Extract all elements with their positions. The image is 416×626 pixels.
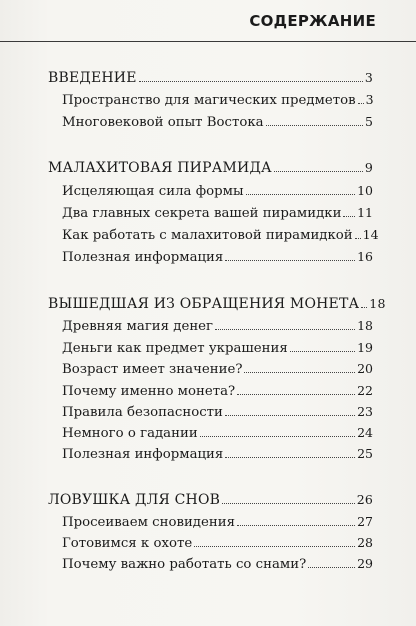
toc-page-number: 22	[357, 383, 373, 398]
toc-page-number: 14	[362, 227, 379, 242]
toc-page-number: 25	[357, 446, 373, 461]
toc-item-title: Просеиваем сновидения	[62, 515, 235, 530]
toc-item-title: Полезная информация	[62, 250, 224, 265]
dot-leader	[139, 81, 363, 82]
dot-leader	[266, 125, 363, 126]
toc-item[interactable]	[48, 446, 373, 463]
dot-leader	[343, 216, 355, 217]
toc-item-title: Почему именно монета?	[62, 384, 236, 399]
page-title: СОДЕРЖАНИЕ	[249, 12, 376, 30]
toc-section-malachite-pyramid[interactable]	[48, 160, 373, 176]
dot-leader	[215, 329, 355, 330]
toc-page-number: 10	[357, 183, 373, 198]
toc-item[interactable]	[48, 227, 379, 244]
dot-leader	[222, 503, 355, 504]
toc-item[interactable]	[48, 318, 373, 335]
toc-item[interactable]	[48, 404, 373, 421]
toc-item-title: Возраст имеет значение?	[62, 362, 243, 377]
toc-page-number: 16	[357, 249, 373, 264]
dot-leader	[355, 238, 361, 239]
toc-item[interactable]	[48, 183, 373, 200]
toc-page-number: 18	[357, 318, 373, 333]
toc-item[interactable]	[48, 92, 373, 109]
toc-section-title: ВВЕДЕНИЕ	[48, 70, 137, 86]
toc-item[interactable]	[48, 205, 373, 222]
dot-leader	[237, 394, 355, 395]
toc-page-number: 29	[357, 556, 373, 571]
toc-section-title: ВЫШЕДШАЯ ИЗ ОБРАЩЕНИЯ МОНЕТА	[48, 296, 360, 312]
toc-page-number: 23	[357, 404, 373, 419]
toc-item[interactable]	[48, 249, 373, 266]
toc-page-number: 3	[364, 70, 373, 85]
toc-page-number: 26	[356, 492, 373, 507]
dot-leader	[290, 351, 355, 352]
toc-item-title: Готовимся к охоте	[62, 536, 193, 551]
toc-item-title: Правила безопасности	[62, 405, 223, 420]
dot-leader	[225, 415, 355, 416]
toc-item[interactable]	[48, 361, 373, 378]
toc-item-title: Немного о гадании	[62, 426, 198, 441]
header-divider	[0, 41, 416, 42]
toc-item[interactable]	[48, 514, 373, 531]
toc-page-number: 11	[357, 205, 373, 220]
toc-section-dreamcatcher[interactable]	[48, 492, 373, 508]
dot-leader	[244, 372, 355, 373]
toc-page-number: 19	[357, 340, 373, 355]
toc-item[interactable]	[48, 114, 373, 131]
toc-item-title: Как работать с малахитовой пирамидкой	[62, 228, 353, 243]
toc-page-number: 28	[357, 535, 373, 550]
dot-leader	[361, 307, 367, 308]
toc-item-title: Пространство для магических предметов	[62, 93, 356, 108]
toc-item[interactable]	[48, 556, 373, 573]
dot-leader	[225, 260, 355, 261]
dot-leader	[237, 525, 355, 526]
dot-leader	[200, 436, 355, 437]
toc-page-number: 18	[369, 296, 386, 311]
toc-item-title: Многовековой опыт Востока	[62, 115, 264, 130]
toc-item[interactable]	[48, 425, 373, 442]
toc-page-number: 5	[365, 114, 373, 129]
toc-item-title: Два главных секрета вашей пирамидки	[62, 206, 342, 221]
toc-item-title: Почему важно работать со снами?	[62, 557, 307, 572]
toc-page-number: 3	[365, 92, 374, 107]
dot-leader	[225, 457, 355, 458]
toc-section-title: ЛОВУШКА ДЛЯ СНОВ	[48, 492, 221, 508]
toc-section-intro[interactable]	[48, 70, 373, 86]
toc-page-number: 20	[357, 361, 373, 376]
toc-section-coin[interactable]	[48, 296, 386, 312]
dot-leader	[194, 546, 355, 547]
toc-page-number: 9	[364, 160, 373, 175]
toc-item-title: Деньги как предмет украшения	[62, 341, 288, 356]
dot-leader	[308, 567, 355, 568]
toc-item-title: Полезная информация	[62, 447, 224, 462]
dot-leader	[246, 194, 356, 195]
toc-page-number: 24	[357, 425, 373, 440]
toc-item-title: Исцеляющая сила формы	[62, 184, 244, 199]
toc-page-number: 27	[357, 514, 373, 529]
toc-item[interactable]	[48, 535, 373, 552]
toc-item[interactable]	[48, 340, 373, 357]
toc-item-title: Древняя магия денег	[62, 319, 214, 334]
dot-leader	[358, 103, 364, 104]
toc-item[interactable]	[48, 383, 373, 400]
toc-section-title: МАЛАХИТОВАЯ ПИРАМИДА	[48, 160, 272, 176]
dot-leader	[274, 171, 363, 172]
